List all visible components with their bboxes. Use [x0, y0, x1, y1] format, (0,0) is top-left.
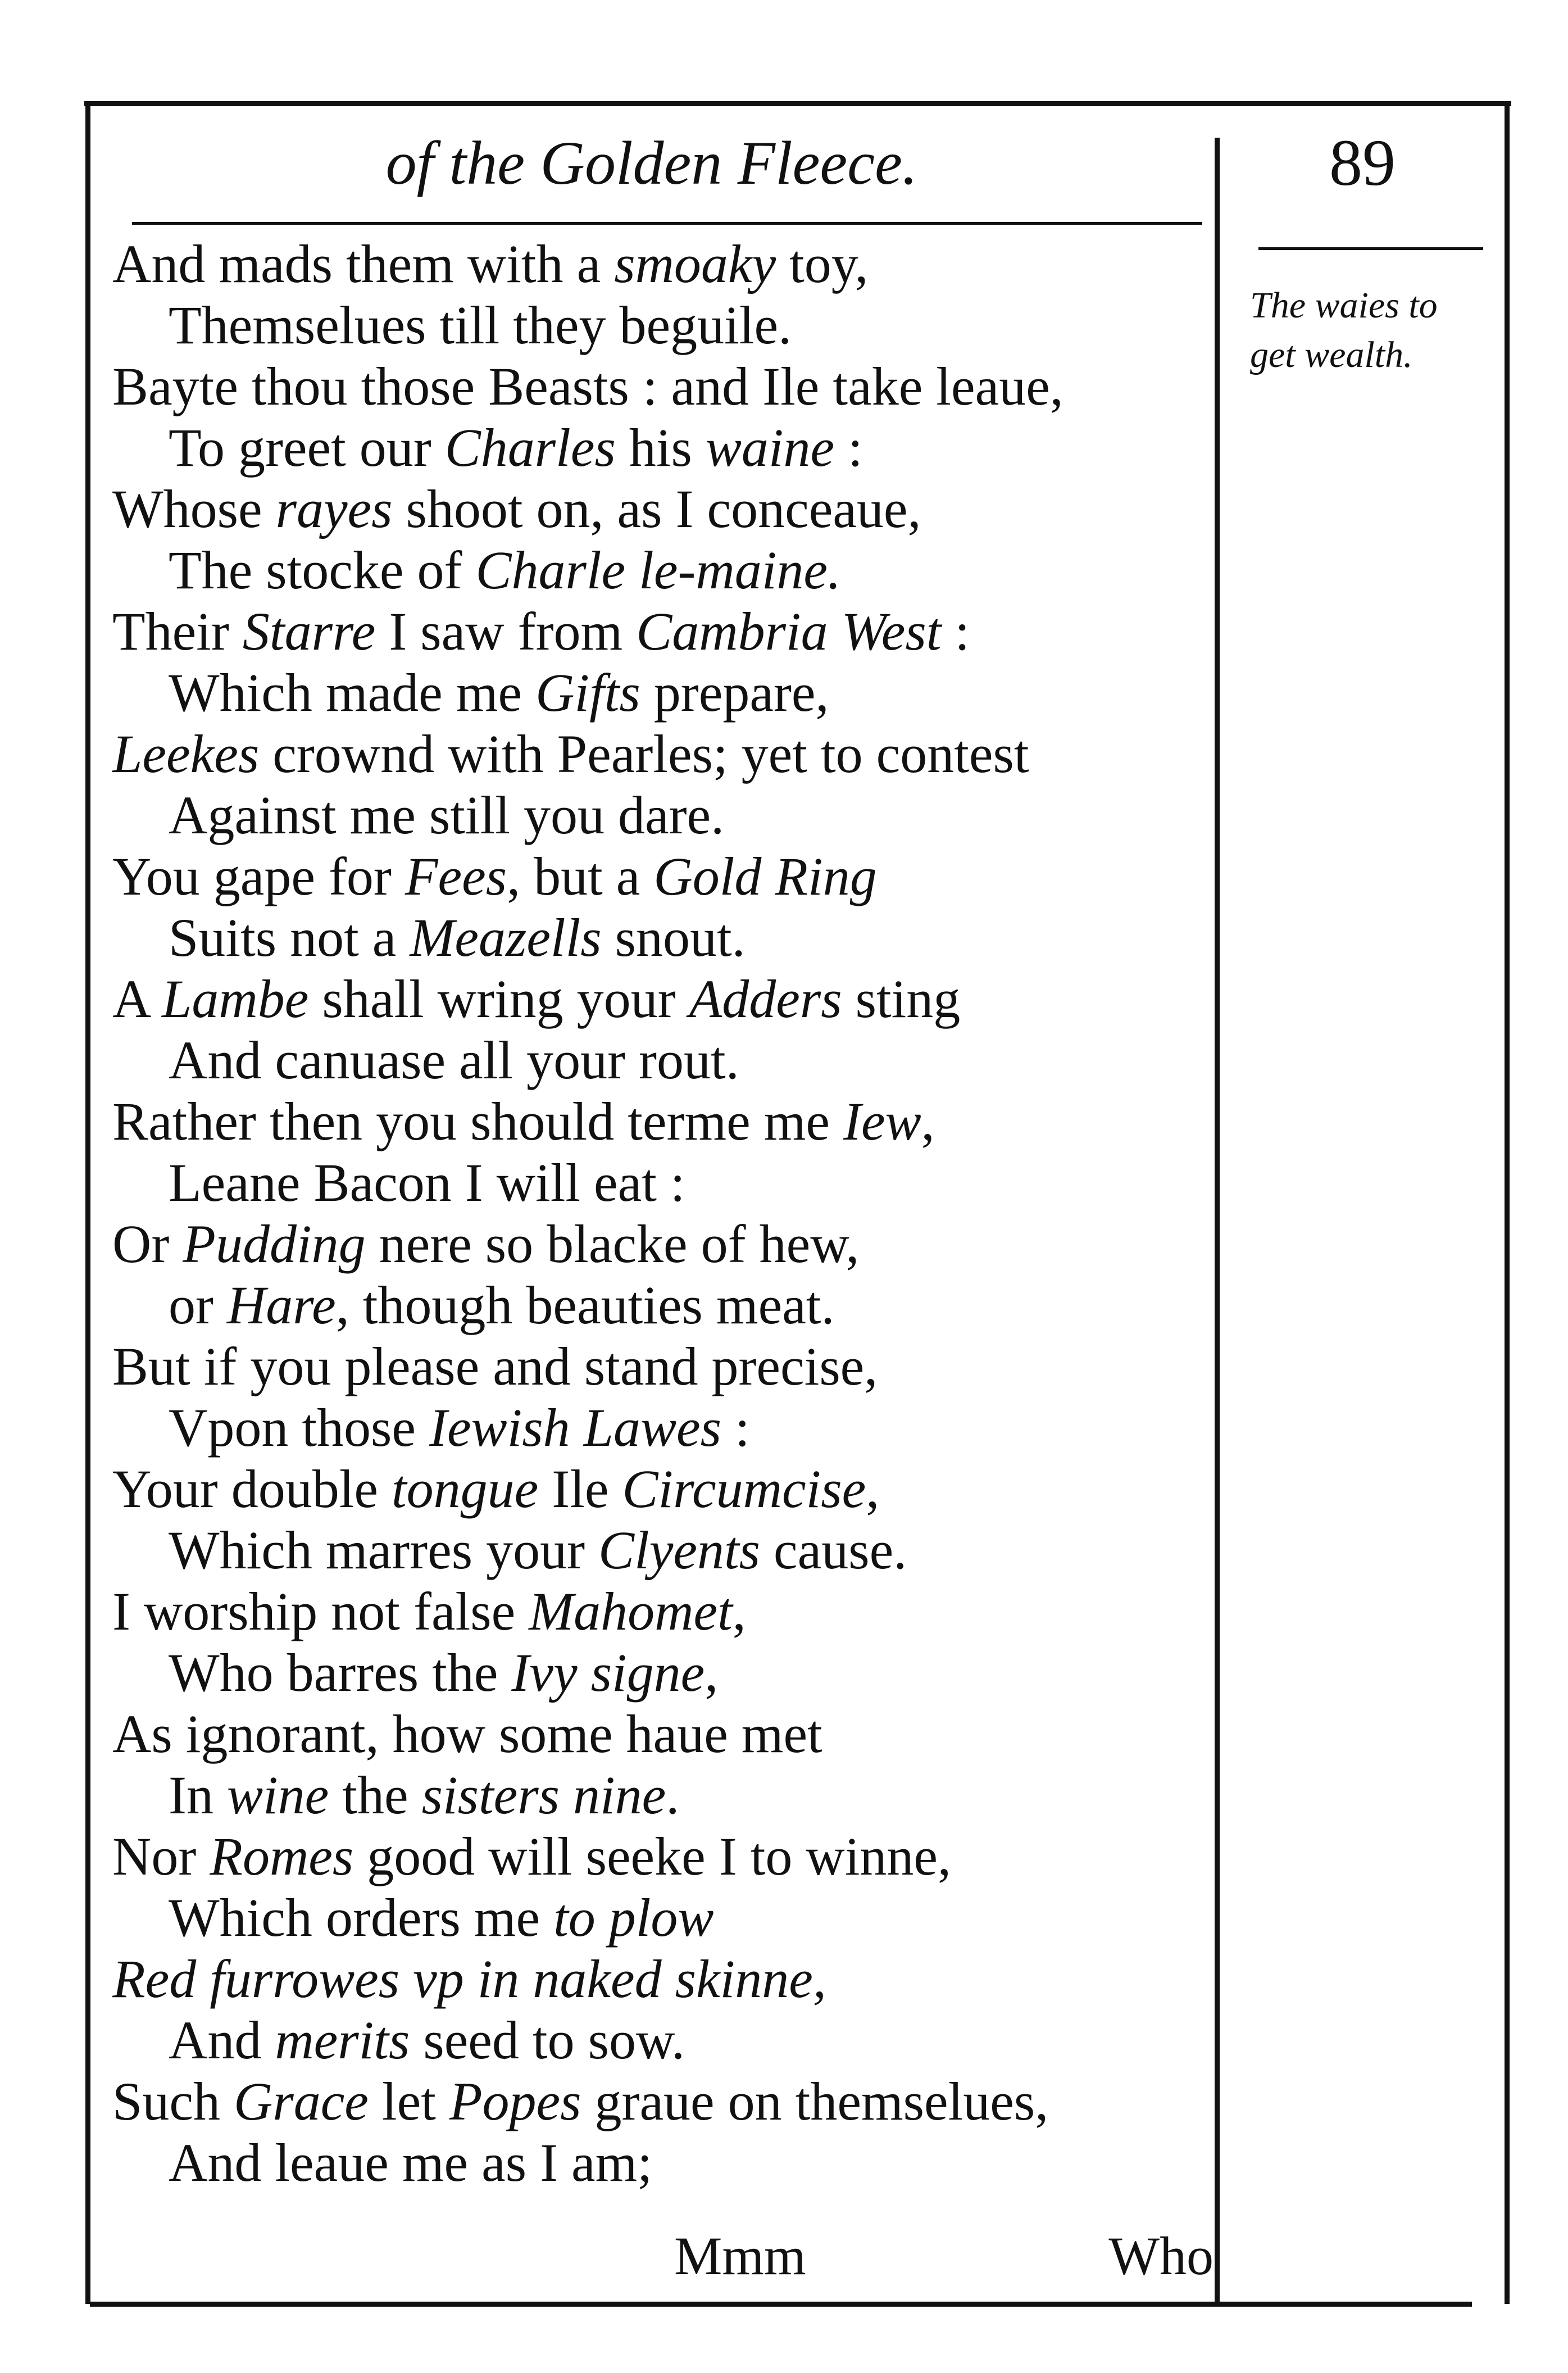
poem-text [112, 233, 1202, 2193]
roman-text: , though beauties meat. [335, 1275, 835, 1335]
roman-text: Against me still you dare. [169, 785, 725, 845]
roman-text: crownd with Pearles; yet to contest [259, 724, 1029, 784]
italic-text: sisters nine [421, 1765, 666, 1825]
roman-text: , but a [507, 846, 654, 906]
poem-line [112, 1703, 1202, 1764]
italic-text: Ivy signe [511, 1643, 705, 1703]
italic-text: Meazells [410, 908, 602, 968]
poem-line [112, 1642, 1202, 1703]
italic-text: Grace [234, 2071, 369, 2131]
italic-text: Mahomet [529, 1581, 733, 1641]
roman-text: And canuase all your rout. [169, 1030, 739, 1090]
roman-text: Who barres the [169, 1643, 512, 1703]
italic-text: Starre [242, 601, 376, 661]
roman-text: As ignorant, how some haue met [112, 1704, 822, 1764]
roman-text: And leaue me as I am; [169, 2132, 652, 2193]
roman-text: Which marres your [169, 1520, 599, 1580]
italic-text: Red furrowes vp in naked skinne, [112, 1949, 826, 2009]
poem-line [112, 662, 1202, 723]
roman-text: Such [112, 2071, 234, 2131]
poem-line [112, 1213, 1202, 1274]
italic-text: Cambria West [636, 601, 942, 661]
page-footer [90, 2222, 1214, 2290]
roman-text: prepare, [640, 663, 829, 723]
italic-text: Iewish Lawes [429, 1398, 721, 1458]
poem-line [112, 1948, 1202, 2009]
italic-text: tongue [391, 1459, 539, 1519]
roman-text: , [866, 1459, 880, 1519]
roman-text: Themselues till they beguile. [169, 295, 792, 355]
poem-line [112, 1764, 1202, 1826]
poem-line [112, 907, 1202, 968]
left-rule [85, 101, 90, 2304]
roman-text: the [329, 1765, 422, 1825]
right-rule [1505, 101, 1510, 2304]
italic-text: Fees [405, 846, 507, 906]
roman-text: snout. [601, 908, 746, 968]
roman-text: I saw from [375, 601, 637, 661]
italic-text: Iew [843, 1091, 921, 1151]
poem-line [112, 417, 1202, 478]
top-rule [84, 101, 1511, 106]
italic-text: Circumcise [622, 1459, 866, 1519]
roman-text: nere so blacke of hew, [365, 1214, 860, 1274]
running-title: of the Golden Fleece. [385, 129, 918, 197]
roman-text: cause. [760, 1520, 907, 1580]
italic-text: to plow [553, 1887, 714, 1948]
poem-line [112, 1581, 1202, 1642]
poem-line [112, 846, 1202, 907]
roman-text: I worship not false [112, 1581, 529, 1641]
roman-text: : [834, 418, 863, 478]
poem-line [112, 1458, 1202, 1519]
marginal-note [1250, 281, 1497, 380]
roman-text: Nor [112, 1826, 210, 1886]
margin-header-underline [1258, 247, 1483, 250]
roman-text: A [112, 969, 162, 1029]
roman-text: , [732, 1581, 746, 1641]
roman-text: In [169, 1765, 227, 1825]
roman-text: or [169, 1275, 227, 1335]
header-underline [132, 222, 1202, 225]
poem-line [112, 723, 1202, 784]
italic-text: Leekes [112, 724, 260, 784]
poem-line [112, 1152, 1202, 1213]
roman-text: shall wring your [308, 969, 689, 1029]
italic-text: wine [226, 1765, 329, 1825]
roman-text: toy, [776, 234, 869, 294]
italic-text: Popes [449, 2071, 581, 2131]
signature-mark: Mmm [674, 2226, 806, 2286]
roman-text: Their [112, 601, 243, 661]
poem-line [112, 539, 1202, 601]
italic-text: Hare [226, 1275, 336, 1335]
italic-text: merits [275, 2010, 410, 2070]
roman-text: his [615, 418, 706, 478]
poem-line [112, 2009, 1202, 2071]
roman-text: sting [842, 969, 961, 1029]
roman-text: And mads them with a [112, 234, 615, 294]
poem-line [112, 1091, 1202, 1152]
roman-text: And [169, 2010, 275, 2070]
roman-text: Or [112, 1214, 183, 1274]
roman-text: . [666, 1765, 680, 1825]
italic-text: Charle le-maine. [475, 540, 841, 600]
italic-text: waine [705, 418, 835, 478]
italic-text: Lambe [162, 969, 309, 1029]
italic-text: Clyents [598, 1520, 760, 1580]
marginal-note-line: get wealth. [1250, 334, 1413, 375]
roman-text: Rather then you should terme me [112, 1091, 844, 1151]
poem-line [112, 2071, 1202, 2132]
italic-text: Charles [444, 418, 616, 478]
poem-line [112, 1826, 1202, 1887]
poem-line [112, 1336, 1202, 1397]
italic-text: rayes [275, 479, 393, 539]
roman-text: Which orders me [169, 1887, 554, 1948]
roman-text: , [705, 1643, 719, 1703]
roman-text: The stocke of [169, 540, 476, 600]
roman-text: let [368, 2071, 449, 2131]
italic-text: Adders [689, 969, 842, 1029]
page-number: 89 [1329, 126, 1396, 199]
roman-text: graue on themselues, [581, 2071, 1049, 2131]
margin-divider-rule [1215, 138, 1220, 2304]
poem-line [112, 356, 1202, 417]
roman-text: Vpon those [169, 1398, 429, 1458]
catchword: Who [1108, 2226, 1214, 2286]
poem-line [112, 784, 1202, 846]
roman-text: Suits not a [169, 908, 410, 968]
poem-line [112, 1887, 1202, 1948]
marginal-note-line: The waies to [1250, 285, 1438, 326]
poem-line [112, 1397, 1202, 1458]
poem-line [112, 1029, 1202, 1091]
poem-line [112, 233, 1202, 294]
roman-text: Whose [112, 479, 276, 539]
roman-text: To greet our [169, 418, 445, 478]
poem-line [112, 1274, 1202, 1336]
roman-text: good will seeke I to winne, [353, 1826, 952, 1886]
roman-text: Which made me [169, 663, 536, 723]
italic-text: Pudding [183, 1214, 366, 1274]
italic-text: Gold Ring [653, 846, 877, 906]
roman-text: Your double [112, 1459, 392, 1519]
poem-line [112, 968, 1202, 1029]
italic-text: Romes [210, 1826, 354, 1886]
roman-text: Bayte thou those Beasts : and Ile take leaue, [112, 356, 1063, 416]
poem-line [112, 294, 1202, 356]
roman-text: seed to sow. [410, 2010, 685, 2070]
italic-text: Gifts [535, 663, 640, 723]
roman-text: You gape for [112, 846, 405, 906]
poem-line [112, 2132, 1202, 2193]
roman-text: , [921, 1091, 935, 1151]
poem-line [112, 478, 1202, 539]
roman-text: : [941, 601, 970, 661]
poem-line [112, 1519, 1202, 1581]
roman-text: shoot on, as I conceaue, [392, 479, 921, 539]
roman-text: : [721, 1398, 750, 1458]
bottom-rule [90, 2302, 1472, 2307]
roman-text: Leane Bacon I will eat : [169, 1153, 685, 1213]
poem-line [112, 601, 1202, 662]
roman-text: Ile [538, 1459, 622, 1519]
roman-text: But if you please and stand precise, [112, 1336, 878, 1396]
italic-text: smoaky [614, 234, 776, 294]
